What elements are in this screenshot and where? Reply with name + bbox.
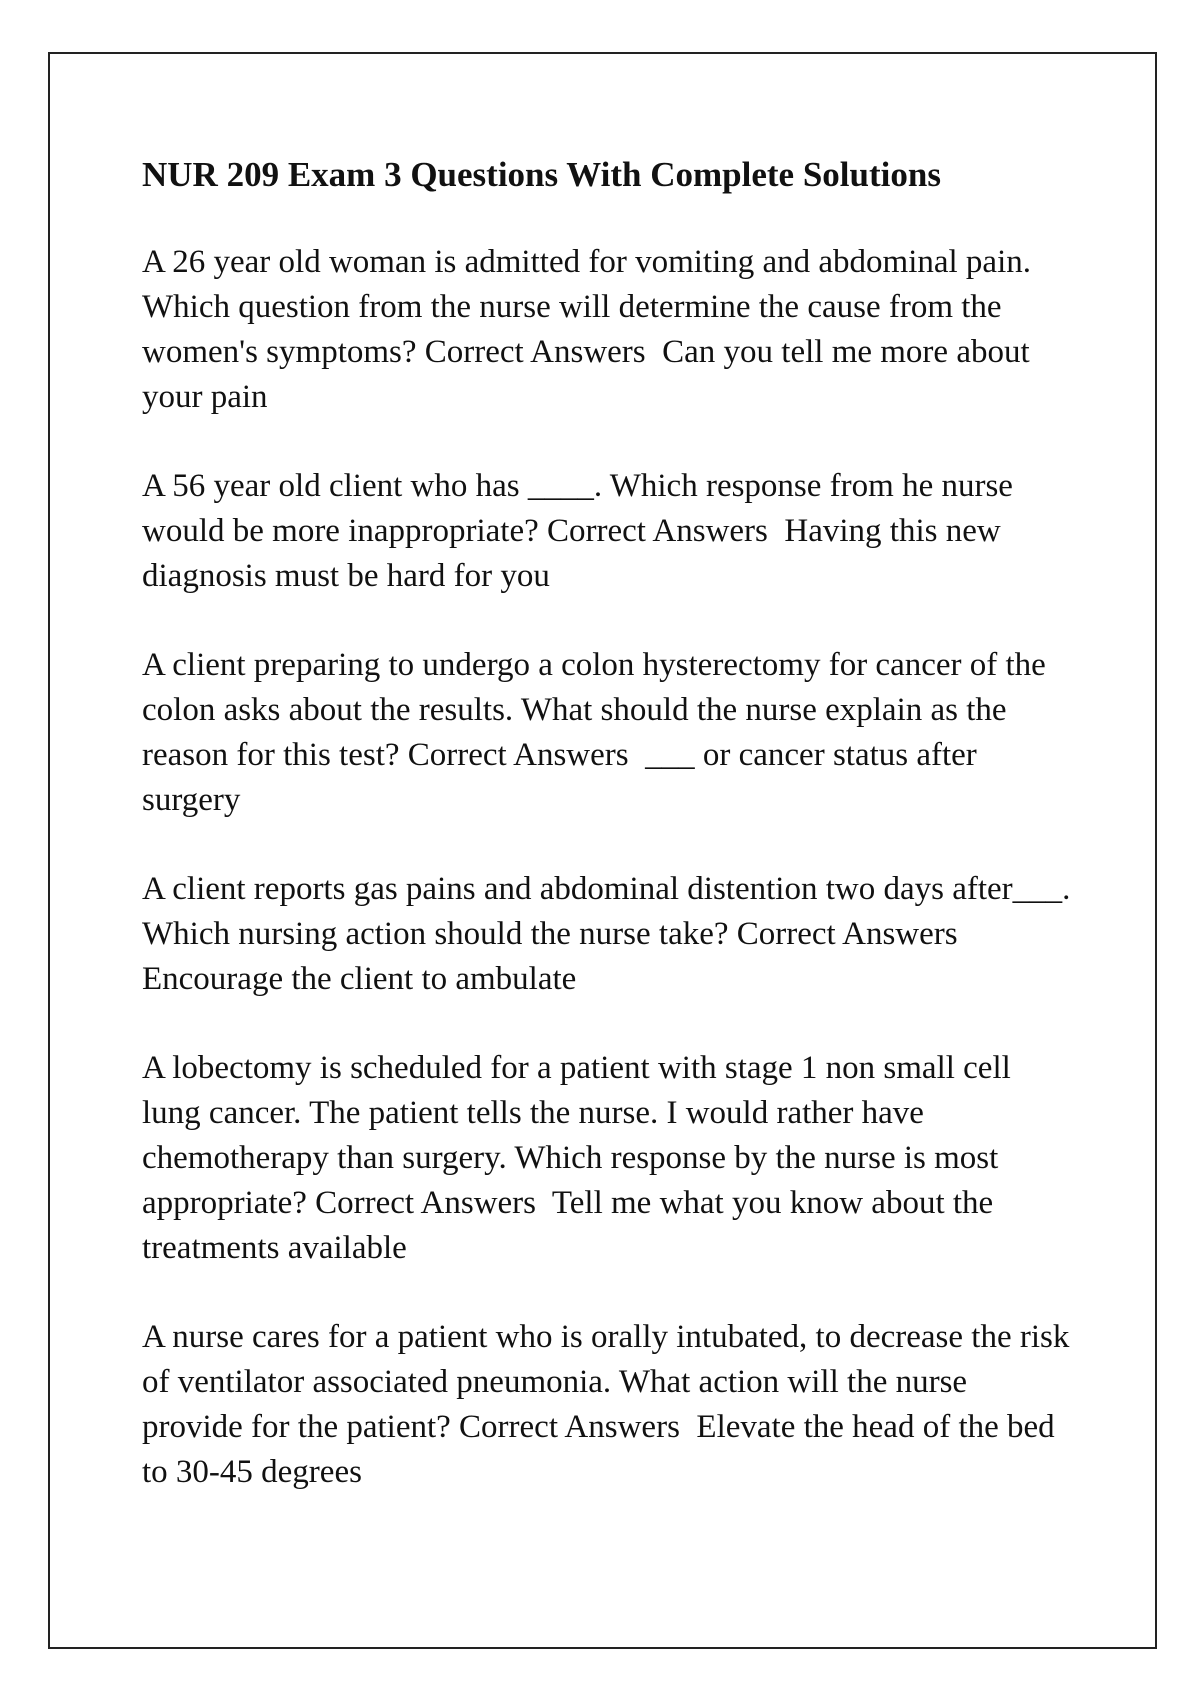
qa-item: A lobectomy is scheduled for a patient with stage 1 non small cell lung cancer. The patient tells the nurse. I would rather have chemotherapy than surgery. Which response by the nurse is most appropriate? Correct Answers Tell me what you know about the treatments available [142,1050,1020,1266]
document-body [142,152,1079,1539]
document-title: NUR 209 Exam 3 Questions With Complete Solutions [142,155,941,194]
qa-item: A 56 year old client who has ____. Which response from he nurse would be more inappropriate? Correct Answers Having this new diagnosis must be hard for you [142,468,1022,594]
qa-item: A client reports gas pains and abdominal distention two days after___. Which nursing action should the nurse take? Correct Answers Encourage the client to ambulate [142,871,1079,997]
qa-item: A 26 year old woman is admitted for vomiting and abdominal pain. Which question from the nurse will determine the cause from the women's symptoms? Correct Answers Can you tell me more about your pain [142,244,1039,415]
qa-item: A client preparing to undergo a colon hysterectomy for cancer of the colon asks about the results. What should the nurse explain as the reason for this test? Correct Answers ___ or cancer status after surgery [142,647,1055,818]
qa-item: A nurse cares for a patient who is orally intubated, to decrease the risk of ventilator associated pneumonia. What action will the nurse provide for the patient? Correct Answers Elevate the head of the bed to 30-45 degrees [142,1319,1078,1490]
